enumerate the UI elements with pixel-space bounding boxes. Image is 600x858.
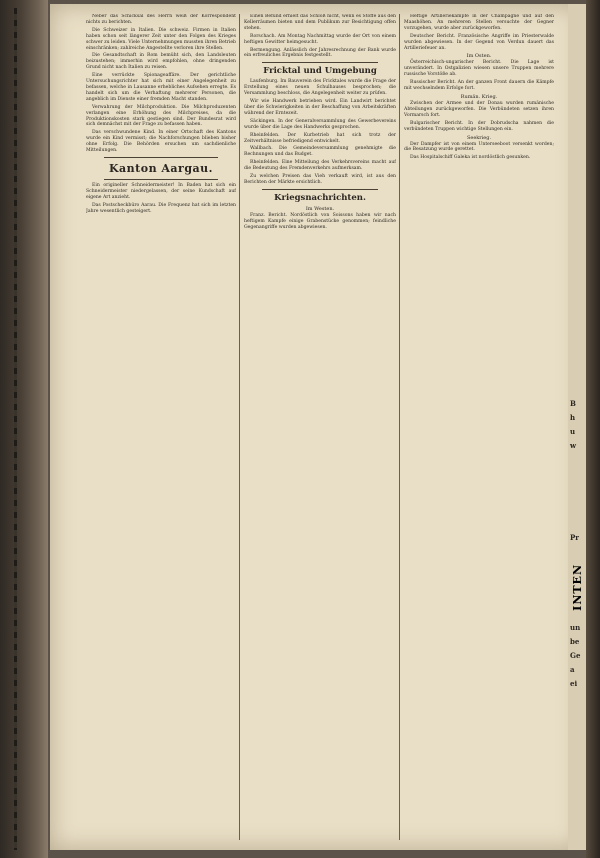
paragraph: Wir wie Handwerk betrieben wird. Ein Landwirt berichtet über die Schwierigkeiten in der Beschaffung von Arbeitskräften während der Erntezeit.	[244, 99, 396, 116]
edge-letter: ei	[570, 679, 578, 688]
paragraph: Österreichisch-ungarischer Bericht. Die Lage ist unverändert. In Ostgalizien wiesen unsere Truppen mehrere russische Vorstöße ab.	[404, 60, 554, 78]
paragraph: Russischer Bericht. An der ganzen Front dauern die Kämpfe mit wechselndem Erfolge fort.	[404, 80, 554, 92]
paragraph: Heftige Artilleriekämpfe in der Champagne und auf den Maashöhen. An mehreren Stellen versuchte der Gegner vorzugehen, wurde aber zurückgeworfen.	[404, 14, 554, 31]
section-divider	[262, 189, 378, 190]
newspaper-page	[50, 4, 582, 850]
paragraph: Bermengung. Anlässlich der Jahresrechnung der Bank wurde ein erfreuliches Ergebnis festgestellt.	[244, 47, 396, 59]
paragraph: Das Postscheckbüro Aarau. Die Frequenz hat sich im letzten Jahre wesentlich gesteigert.	[86, 202, 236, 214]
column-rule	[399, 14, 400, 840]
column-3	[404, 14, 554, 842]
paragraph: Das Hospitalschiff Galeka ist nordöstlich gesunken.	[410, 155, 531, 161]
paragraph: Bulgarischer Bericht. In der Dobrudscha nahmen die verbündeten Truppen wichtige Stellungen ein.	[404, 120, 554, 132]
book-binding-right	[586, 0, 600, 858]
edge-letter: h	[570, 413, 576, 422]
section-heading-kriegsnachrichten: Kriegsnachrichten.	[274, 192, 366, 203]
edge-letter: Ge	[570, 651, 581, 660]
section-divider	[104, 179, 218, 180]
paragraph: Rorschach. Am Montag Nachmittag wurde der Ort von einem heftigen Gewitter heimgesucht.	[244, 33, 396, 45]
edge-letter: w	[570, 441, 577, 450]
section-heading-kanton-aargau: Kanton Aargau.	[108, 161, 214, 175]
paragraph: Einen Befund erhielt das Schloß nicht, wenn es Stoffe aus den Kellerräumen bieten und dem Publikum zur Besichtigung offen stehen.	[244, 14, 396, 31]
subheading-im-westen: Im Westen.	[305, 205, 335, 212]
edge-letter: be	[570, 637, 580, 646]
paragraph: Ein origineller Schneidermeister! In Baden hat sich ein Schneidermeister niedergelassen, der seine Kundschaft auf eigene Art anzieht.	[86, 182, 236, 200]
paragraph: Deutscher Bericht. Französische Angriffe im Priesterwalde wurden abgewiesen. In der Gegend von Verdun dauert das Artilleriefeuer an.	[404, 33, 554, 51]
paragraph: Das verschwundene Kind. In einer Ortschaft des Kantons wurde ein Kind vermisst; die Nachforschungen blieben bisher ohne Erfolg. Die Behörden ersuchen um sachdienliche Mitteilungen.	[86, 130, 236, 154]
edge-letter: Pr	[570, 533, 579, 542]
paragraph: Rheinfelden. Der Kurbetrieb hat sich trotz der Zeitverhältnisse befriedigend entwickelt.	[244, 132, 396, 144]
section-divider	[104, 157, 218, 158]
column-2	[244, 14, 396, 842]
paragraph: Neber das Schicksal des Herrn weiß der Korrespondent nichts zu berichten.	[86, 14, 236, 25]
paragraph: Der Dampfer ist von einem Unterseeboot versenkt worden; die Besatzung wurde gerettet.	[404, 141, 554, 153]
paragraph: Verwahrung der Milchproduktion. Die Milchproduzenten verlangen eine Erhöhung des Milchpreises, da die Produktionskosten stark gestiegen sind. Der Bundesrat wird sich demnächst mit der Frage zu befassen haben.	[86, 104, 236, 128]
paragraph: Franz. Bericht. Nordöstlich von Soissons haben wir nach heftigem Kampfe einige Grabenstücke genommen; feindliche Gegenangriffe wurden abgewiesen.	[244, 212, 396, 230]
paragraph: Die Gesandtschaft in Rom bemüht sich, den Landsleuten beizustehen; immerhin wird empfohlen, ohne dringenden Grund nicht nach Italien zu reisen.	[86, 53, 236, 71]
paragraph: Laufenburg. Im Bauverein des Fricktales wurde die Frage der Erstellung eines neuen Schulhauses besprochen; die Versammlung beschloss, die Angelegenheit weiter zu prüfen.	[244, 79, 396, 97]
section-divider	[262, 62, 378, 63]
edge-letter: u	[570, 427, 576, 436]
subheading-im-osten: Im Osten.	[466, 53, 492, 60]
paragraph: Wallbach. Die Gemeindeversammlung genehmigte die Rechnungen und das Budget.	[244, 146, 396, 158]
paragraph: Die Schweizer in Italien. Die schweiz. Firmen in Italien haben schon seit längerer Zeit unter den Folgen des Krieges schwer zu leiden. Viele Unternehmungen mussten ihren Betrieb einschränken; zahlreiche Angestellte verloren ihre Stellen.	[86, 27, 236, 51]
edge-letter: a	[570, 665, 575, 674]
paragraph: Zwischen der Armee und der Donau wurden rumänische Abteilungen zurückgeworfen. Die Verbündeten setzen ihren Vormarsch fort.	[404, 100, 554, 118]
section-heading-fricktal: Fricktal und Umgebung	[263, 66, 377, 77]
paragraph: Säckingen. In der Generalversammlung des Gewerbevereins wurde über die Lage des Handwerks gesprochen.	[244, 118, 396, 130]
column-rule	[239, 14, 240, 840]
paragraph: Eine verrückte Spionageaffäre. Der gerichtliche Untersuchungsrichter hat sich mit einer Angelegenheit zu befassen, welche in Lausanne erhebliches Aufsehen erregte. Es handelt sich um die Verhaftung mehrerer Personen, die angeblich im Dienste einer fremden Macht standen.	[86, 73, 236, 102]
subheading-seekrieg: Seekrieg.	[466, 134, 492, 141]
paragraph: Rheinfelden. Eine Mitteilung des Verkehrsvereins macht auf die Bedeutung des Fremdenverkehrs aufmerksam.	[244, 160, 396, 172]
edge-letter: B	[570, 399, 576, 408]
binding-stitch	[14, 8, 17, 850]
paragraph: Zu welchen Preisen das Vieh verkauft wird, ist aus den Berichten der Märkte ersichtlich.	[244, 174, 396, 185]
book-binding-left	[0, 0, 48, 858]
subheading-rumaen-krieg: Rumän. Krieg.	[460, 93, 498, 100]
edge-letter: un	[570, 623, 581, 632]
adjacent-page-edge	[568, 4, 586, 850]
column-1	[86, 14, 236, 842]
edge-vertical-text: INTEN	[571, 564, 584, 611]
